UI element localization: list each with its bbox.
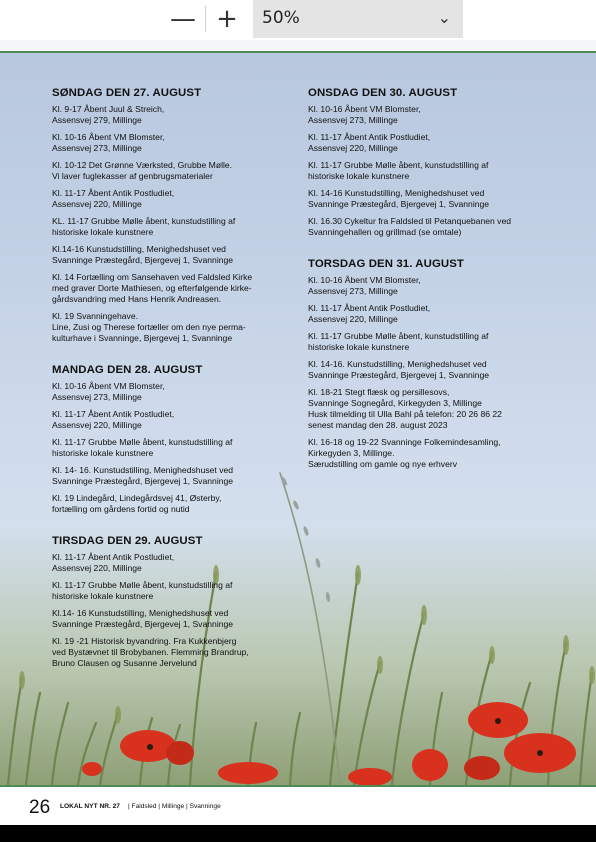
zoom-level-select[interactable] bbox=[253, 0, 463, 38]
event-entry: Kl. 11-17 Åbent Antik Postludiet, Assensvej 220, Millinge bbox=[52, 188, 175, 209]
zoom-in-button[interactable]: + bbox=[216, 4, 238, 34]
left-schedule-column bbox=[52, 87, 292, 689]
page-number: 26 bbox=[29, 797, 51, 818]
event-entry: Kl. 10-16 Åbent VM Blomster, Assensvej 273, Millinge bbox=[52, 381, 165, 402]
event-entry: KL. 11-17 Grubbe Mølle åbent, kunstudstilling af historiske lokale kunstnere bbox=[52, 216, 236, 237]
event-entry: Kl. 19 Svanningehave. Line, Zusi og Therese fortæller om den nye perma- kulturhave i Svanninge, Bjergevej 1, Svanninge bbox=[52, 311, 246, 343]
magazine-places: | Faldsled | Millinge | Svanninge bbox=[128, 803, 221, 810]
zoom-level-value: 50% bbox=[262, 8, 300, 28]
event-entry: Kl. 11-17 Åbent Antik Postludiet, Assensvej 220, Millinge bbox=[308, 132, 431, 153]
day-section bbox=[308, 87, 548, 238]
event-entry: Kl. 16-18 og 19-22 Svanninge Folkemindesamling, Kirkegyden 3, Millinge. Særudstilling om gamle og nye erhverv bbox=[308, 437, 501, 469]
day-heading: TORSDAG DEN 31. AUGUST bbox=[308, 258, 464, 270]
event-entry: Kl.14- 16 Kunstudstilling, Menighedshuset ved Svanninge Præstegård, Bjergevej 1, Svanninge bbox=[52, 608, 234, 629]
chevron-down-icon: ⌄ bbox=[437, 8, 451, 27]
event-entry: Kl.14-16 Kunstudstilling, Menighedshuset ved Svanninge Præstegård, Bjergevej 1, Svanninge bbox=[52, 244, 234, 265]
zoom-out-button[interactable]: — bbox=[170, 4, 196, 34]
day-heading: SØNDAG DEN 27. AUGUST bbox=[52, 87, 202, 99]
event-entry: Kl. 19 Lindegård, Lindegårdsvej 41, Østerby, fortælling om gårdens fortid og nutid bbox=[52, 493, 222, 514]
page-content bbox=[0, 53, 596, 785]
event-entry: Kl. 19 -21 Historisk byvandring. Fra Kukkenbjerg ved Bystævnet til Brobybanen. Flemming Brandrup, Bruno Clausen og Susanne Jervelund bbox=[52, 636, 249, 668]
day-heading: TIRSDAG DEN 29. AUGUST bbox=[52, 535, 203, 547]
footer-rule bbox=[0, 785, 596, 787]
pdf-viewer-toolbar bbox=[0, 0, 596, 40]
day-section bbox=[308, 258, 548, 470]
event-entry: Kl. 11-17 Åbent Antik Postludiet, Assensvej 220, Millinge bbox=[52, 409, 175, 430]
day-section bbox=[52, 535, 292, 669]
day-heading: ONSDAG DEN 30. AUGUST bbox=[308, 87, 458, 99]
event-entry: Kl. 18-21 Stegt flæsk og persillesovs, Svanninge Sognegård, Kirkegyden 3, Millinge Husk tilmelding til Ulla Bahl på telefon: 20 26 86 22 senest mandag den 28. august 2023 bbox=[308, 387, 502, 430]
event-entry: Kl. 11-17 Åbent Antik Postludiet, Assensvej 220, Millinge bbox=[308, 303, 431, 324]
day-section bbox=[52, 364, 292, 515]
viewer-bottom-edge bbox=[0, 825, 596, 842]
event-entry: Kl. 16.30 Cykeltur fra Faldsled til Petanquebanen ved Svanningehallen og grillmad (se omtale) bbox=[308, 216, 512, 237]
event-entry: Kl. 11-17 Åbent Antik Postludiet, Assensvej 220, Millinge bbox=[52, 552, 175, 573]
event-entry: Kl. 11-17 Grubbe Mølle åbent, kunstudstilling af historiske lokale kunstnere bbox=[308, 331, 489, 352]
event-entry: Kl. 9-17 Åbent Juul & Streich, Assensvej 279, Millinge bbox=[52, 104, 165, 125]
event-entry: Kl. 14- 16. Kunstudstilling, Menighedshuset ved Svanninge Præstegård, Bjergevej 1, Svanninge bbox=[52, 465, 234, 486]
event-entry: Kl. 14-16 Kunstudstilling, Menighedshuset ved Svanninge Præstegård, Bjergevej 1, Svanninge bbox=[308, 188, 490, 209]
event-entry: Kl. 10-12 Det Grønne Værksted, Grubbe Mølle. Vi laver fuglekasser af genbrugsmaterialer bbox=[52, 160, 233, 181]
document-page bbox=[0, 40, 596, 825]
day-section bbox=[52, 87, 292, 344]
event-entry: Kl. 10-16 Åbent VM Blomster, Assensvej 273, Millinge bbox=[308, 104, 421, 125]
event-entry: Kl. 11-17 Grubbe Mølle åbent, kunstudstilling af historiske lokale kunstnere bbox=[308, 160, 489, 181]
right-schedule-column bbox=[308, 87, 548, 490]
event-entry: Kl. 14-16. Kunstudstilling, Menighedshuset ved Svanninge Præstegård, Bjergevej 1, Svanninge bbox=[308, 359, 490, 380]
event-entry: Kl. 10-16 Åbent VM Blomster, Assensvej 273, Millinge bbox=[308, 275, 421, 296]
event-entry: Kl. 11-17 Grubbe Mølle åbent, kunstudstilling af historiske lokale kunstnere bbox=[52, 580, 233, 601]
day-heading: MANDAG DEN 28. AUGUST bbox=[52, 364, 203, 376]
event-entry: Kl. 14 Fortælling om Sansehaven ved Faldsled Kirke med graver Dorte Mathiesen, og efterfølgende kirke- gårdsvandring med Hans Henrik Andreasen. bbox=[52, 272, 253, 304]
event-entry: Kl. 11-17 Grubbe Mølle åbent, kunstudstilling af historiske lokale kunstnere bbox=[52, 437, 233, 458]
event-entry: Kl. 10-16 Åbent VM Blomster, Assensvej 273, Millinge bbox=[52, 132, 165, 153]
magazine-name: LOKAL NYT NR. 27 bbox=[60, 803, 120, 810]
toolbar-divider bbox=[205, 6, 206, 32]
page-footer bbox=[0, 785, 596, 825]
